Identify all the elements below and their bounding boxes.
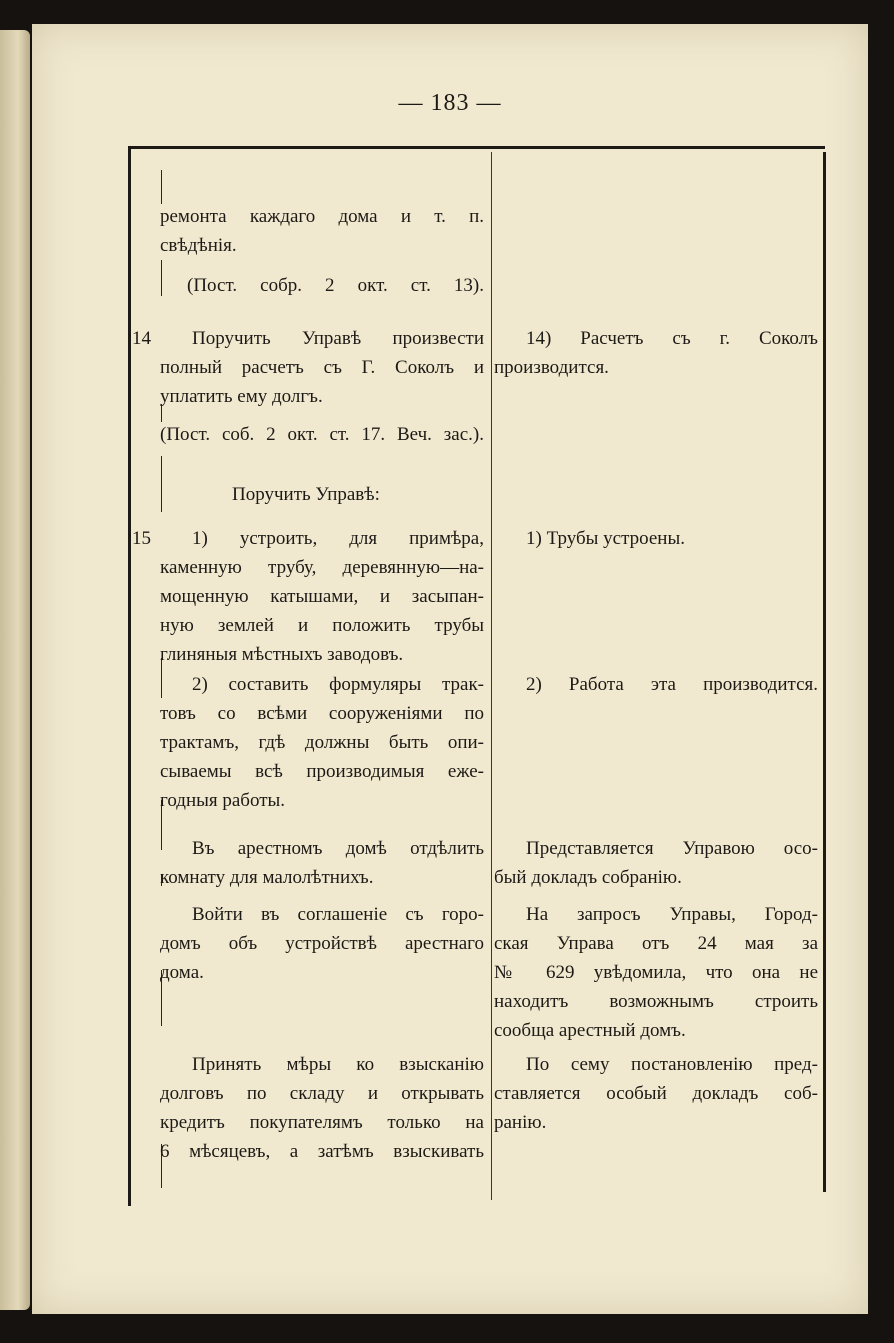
response-agreement-line-4: находитъ возможнымъ строить (494, 991, 818, 1012)
left-text-remont-line-1: ремонта каждаго дома и т. п. (160, 206, 484, 227)
debts-line-2: долговъ по складу и открывать (160, 1083, 484, 1104)
item-15-1-line-2: каменную трубу, деревянную—на- (160, 557, 484, 578)
page-number: — 183 — (398, 90, 502, 116)
item-15-2-line-4: сываемы всѣ производимыя еже- (160, 761, 484, 782)
item-15-2-line-3: трактамъ, гдѣ должны быть опи- (160, 732, 484, 753)
item-15-2-line-5: годныя работы. (160, 790, 286, 811)
item-14-line-1: Поручить Управѣ произвести (192, 328, 484, 349)
item-15-1-line-1: 1) устроить, для примѣра, (192, 528, 484, 549)
agreement-line-1: Войти въ соглашеніе съ горо- (192, 904, 484, 925)
item-14-line-3: уплатить ему долгъ. (160, 386, 323, 407)
section-heading: Поручить Управѣ: (232, 484, 380, 505)
agreement-line-3: дома. (160, 962, 204, 983)
item-15-1-line-5: глиняныя мѣстныхъ заводовъ. (160, 644, 404, 665)
margin-tick (161, 456, 162, 512)
item-15-2-line-1: 2) составить формуляры трак- (192, 674, 484, 695)
response-14-line-2: производится. (494, 357, 609, 378)
adjacent-page-edge (0, 30, 30, 1310)
item-15-2-line-2: товъ со всѣми сооруженіями по (160, 703, 484, 724)
response-14-line-1: 14) Расчетъ съ г. Соколъ (526, 328, 818, 349)
left-reference-13: (Пост. собр. 2 окт. ст. 13). (187, 275, 484, 296)
margin-tick (161, 170, 162, 204)
debts-line-4: 6 мѣсяцевъ, а затѣмъ взыскивать (160, 1141, 484, 1162)
table-right-rule (823, 152, 826, 1192)
response-15-2: 2) Работа эта производится. (526, 674, 818, 695)
response-agreement-line-3: № 629 увѣдомила, что она не (494, 962, 818, 983)
debts-line-1: Принять мѣры ко взысканію (192, 1054, 484, 1075)
item-number-14: 14 (132, 328, 151, 349)
column-divider (491, 152, 492, 1200)
item-15-1-line-3: мощенную катышами, и засыпан- (160, 586, 484, 607)
response-arrest-room-line-1: Представляется Управою осо- (526, 838, 818, 859)
table-left-rule (128, 146, 131, 1206)
agreement-line-2: домъ объ устройствѣ арестнаго (160, 933, 484, 954)
response-arrest-room-line-2: бый докладъ собранію. (494, 867, 682, 888)
response-agreement-line-5: сообща арестный домъ. (494, 1020, 686, 1041)
debts-line-3: кредитъ покупателямъ только на (160, 1112, 484, 1133)
arrest-room-line-1: Въ арестномъ домѣ отдѣлить (192, 838, 484, 859)
left-text-remont-line-2: свѣдѣнія. (160, 235, 237, 256)
response-agreement-line-1: На запросъ Управы, Город- (526, 904, 818, 925)
margin-tick (161, 260, 162, 296)
response-debts-line-2: ставляется особый докладъ соб- (494, 1083, 818, 1104)
response-15-1: 1) Трубы устроены. (526, 528, 685, 549)
arrest-room-line-2: комнату для малолѣтнихъ. (160, 867, 374, 888)
response-debts-line-3: ранію. (494, 1112, 547, 1133)
item-14-line-2: полный расчетъ съ Г. Соколъ и (160, 357, 484, 378)
response-agreement-line-2: ская Управа отъ 24 мая за (494, 933, 818, 954)
left-reference-17: (Пост. соб. 2 окт. ст. 17. Веч. зас.). (160, 424, 484, 445)
item-number-15: 15 (132, 528, 151, 549)
item-15-1-line-4: ную землей и положить трубы (160, 615, 484, 636)
response-debts-line-1: По сему постановленію пред- (526, 1054, 818, 1075)
table-top-rule (128, 146, 825, 149)
document-page (32, 24, 868, 1314)
